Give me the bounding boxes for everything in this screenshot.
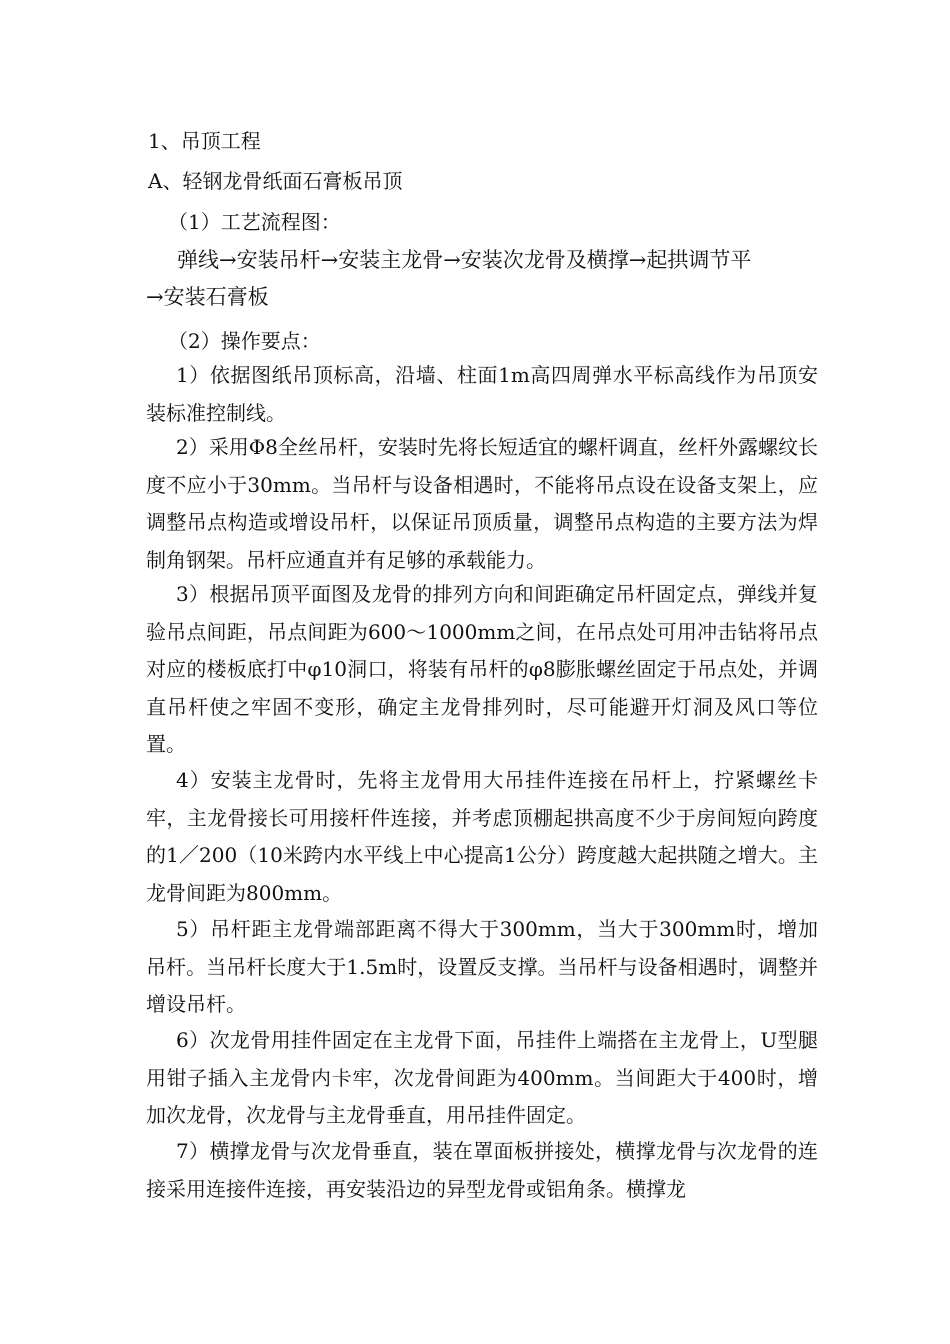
paragraph-1: 1）依据图纸吊顶标高，沿墙、柱面1m高四周弹水平标高线作为吊顶安装标准控制线。 <box>146 363 818 425</box>
paragraph-3: 3）根据吊顶平面图及龙骨的排列方向和间距确定吊杆固定点，弹线并复验吊点间距，吊点间距为600～1000mm之间，在吊点处可用冲击钻将吊点对应的楼板底打中φ10洞口，将装有吊杆的φ8膨胀螺丝固定于吊点处，并调直吊杆使之牢固不变形，确定主龙骨排列时，尽可能避开灯洞及风口等位置。 <box>146 582 818 757</box>
paragraph-7: 7）横撑龙骨与次龙骨垂直，装在罩面板拼接处，横撑龙骨与次龙骨的连接采用连接件连接，再安装沿边的异型龙骨或铝角条。横撑龙 <box>146 1139 818 1201</box>
paragraph-6: 6）次龙骨用挂件固定在主龙骨下面，吊挂件上端搭在主龙骨上，U型腿用钳子插入主龙骨内卡牢，次龙骨间距为400mm。当间距大于400时，增加次龙骨，次龙骨与主龙骨垂直，用吊挂件固定。 <box>146 1028 818 1128</box>
subsection-heading: A、轻钢龙骨纸面石膏板吊顶 <box>148 169 403 193</box>
paragraph-5: 5）吊杆距主龙骨端部距离不得大于300mm，当大于300mm时，增加吊杆。当吊杆长度大于1.5m时，设置反支撑。当吊杆与设备相遇时，调整并增设吊杆。 <box>146 917 818 1017</box>
flow-chart-title: （1）工艺流程图： <box>168 210 341 234</box>
flow-chart-line-2: →安装石膏板 <box>146 285 269 309</box>
operation-points-title: （2）操作要点： <box>168 329 321 353</box>
flow-chart-line-1: 弹线→安装吊杆→安装主龙骨→安装次龙骨及横撑→起拱调节平 <box>177 248 752 272</box>
paragraph-4: 4）安装主龙骨时，先将主龙骨用大吊挂件连接在吊杆上，拧紧螺丝卡牢，主龙骨接长可用接杆件连接，并考虑顶棚起拱高度不少于房间短向跨度的1／200（10米跨内水平线上中心提高1公分）跨度越大起拱随之增大。主龙骨间距为800mm。 <box>146 768 818 905</box>
paragraph-2: 2）采用Φ8全丝吊杆，安装时先将长短适宜的螺杆调直，丝杆外露螺纹长度不应小于30mm。当吊杆与设备相遇时，不能将吊点设在设备支架上，应调整吊点构造或增设吊杆，以保证吊顶质量，调整吊点构造的主要方法为焊制角钢架。吊杆应通直并有足够的承载能力。 <box>146 435 818 572</box>
section-heading: 1、吊顶工程 <box>148 129 261 153</box>
